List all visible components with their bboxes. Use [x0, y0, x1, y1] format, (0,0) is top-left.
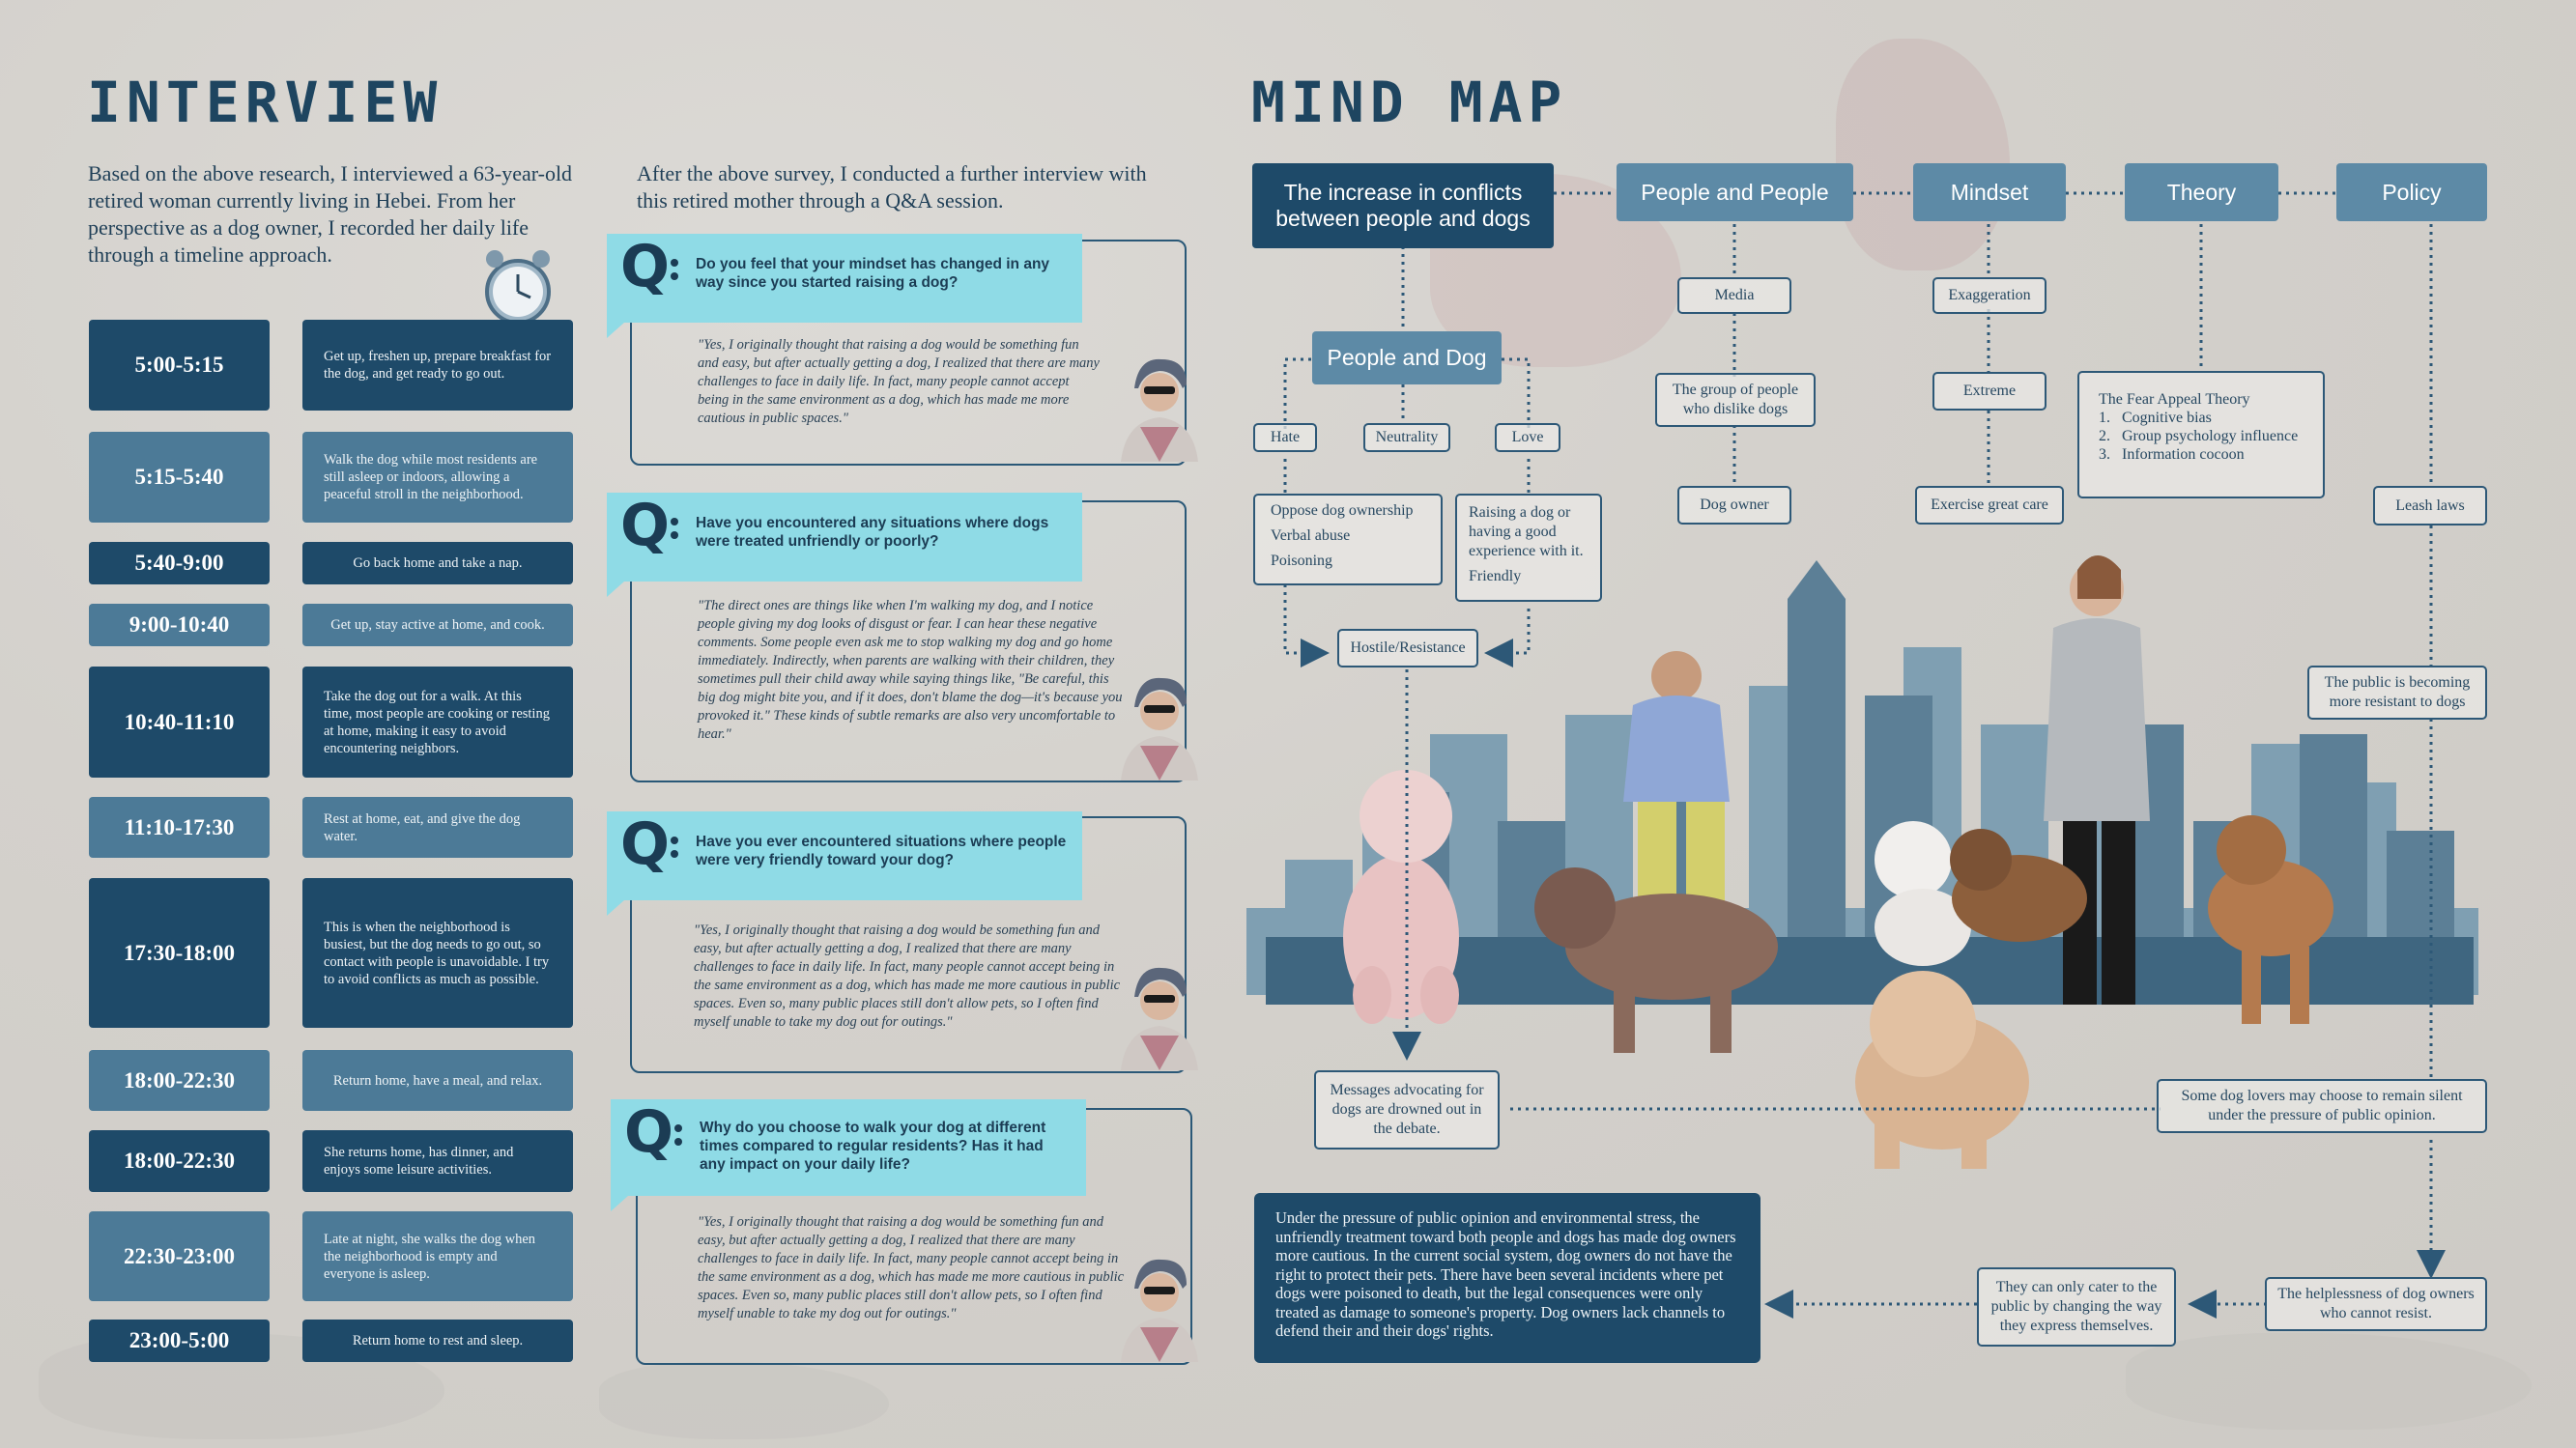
- branch-theory: Theory: [2125, 163, 2278, 221]
- branch-people-and-dog: People and Dog: [1312, 331, 1502, 384]
- theory-item: 3. Information cocoon: [2099, 446, 2245, 463]
- timeline-activity: Go back home and take a nap.: [302, 542, 573, 584]
- timeline-activity: Late at night, she walks the dog when the neighborhood is empty and everyone is asleep.: [302, 1211, 573, 1301]
- node-love: Love: [1495, 423, 1560, 452]
- qa-answer: "The direct ones are things like when I'm walking my dog, and I notice people giving my dog looks of disgust or fear. I can hear these negative comments. Some people even ask me to stop walking my dog and go home immediately. Indirectly, when parents are walking with their children, they sometimes pull their child away while saying things like, "Be careful, this big dog might bite you, and if it does, don't blame the dog—it's because you provoked it." These kinds of subtle remarks are also very uncomfortable to hear.": [698, 598, 1123, 742]
- node-media: Media: [1677, 277, 1791, 314]
- timeline-time: 17:30-18:00: [89, 878, 270, 1028]
- node-love-detail: [1455, 494, 1602, 602]
- interview-intro: Based on the above research, I interviewed a 63-year-old retired woman currently living in Hebei. From her perspective as a dog owner, I recorded her daily life through a timeline approach.: [88, 161, 573, 267]
- timeline-time: 5:00-5:15: [89, 320, 270, 411]
- timeline-activity: Get up, stay active at home, and cook.: [302, 604, 573, 646]
- qa-answer: "Yes, I originally thought that raising a dog would be something fun and easy, but after actually getting a dog, I realized that there are many challenges to face in daily life. In fact, many people cannot accept being in the same environment as a dog, which has made me more cautious in public spaces. Even so, many public places still don't allow pets, so I often find myself unable to take my dog out for outings.": [694, 923, 1121, 1030]
- timeline-time: 18:00-22:30: [89, 1130, 270, 1192]
- node-hostile: Hostile/Resistance: [1337, 629, 1478, 667]
- interview-heading: INTERVIEW: [87, 70, 444, 135]
- timeline-time: 11:10-17:30: [89, 797, 270, 858]
- qa-answer: "Yes, I originally thought that raising a dog would be something fun and easy, but after actually getting a dog, I realized that there are many challenges to face in daily life. In fact, many people cannot accept being in the same environment as a dog, which has made me more cautious in public spaces.": [698, 337, 1100, 426]
- mindmap-root: The increase in conflicts between people and dogs: [1252, 163, 1554, 248]
- theory-item: 2. Group psychology influence: [2099, 428, 2299, 444]
- timeline-time: 9:00-10:40: [89, 604, 270, 646]
- node-exercise-care: Exercise great care: [1915, 486, 2064, 525]
- timeline-activity: She returns home, has dinner, and enjoys some leisure activities.: [302, 1130, 573, 1192]
- q-icon: Q: [620, 492, 671, 559]
- node-public-resistant: The public is becoming more resistant to dogs: [2307, 666, 2487, 720]
- branch-people-and-people: People and People: [1617, 163, 1853, 221]
- mindmap-conclusion: Under the pressure of public opinion and environmental stress, the unfriendly treatment toward both people and dogs has made dog owners more cautious. In the current social system, dog owners do not have the right to protect their pets. There have been several incidents where pet dogs were poisoned to death, but the legal consequences were only treated as damage to someone's property. Dog owners lack channels to defend their and their dogs' rights.: [1254, 1193, 1760, 1363]
- node-helplessness: The helplessness of dog owners who cannot resist.: [2265, 1277, 2487, 1331]
- q-icon: Q: [620, 233, 671, 300]
- qa-intro: After the above survey, I conducted a further interview with this retired mother through a Q&A session.: [637, 161, 1147, 213]
- node-neutrality: Neutrality: [1363, 423, 1450, 452]
- qa-question-text: Why do you choose to walk your dog at different times compared to regular residents? Has it had any impact on your daily life?: [700, 1120, 1046, 1173]
- love-text: Raising a dog or having a good experience with it.: [1469, 504, 1584, 559]
- node-hate: Hate: [1253, 423, 1317, 452]
- qa-question-text: Have you ever encountered situations where people were very friendly toward your dog?: [696, 834, 1067, 868]
- node-leash-laws: Leash laws: [2373, 486, 2487, 525]
- node-dislike-group: The group of people who dislike dogs: [1655, 373, 1816, 427]
- timeline-time: 18:00-22:30: [89, 1050, 270, 1111]
- qa-answer: "Yes, I originally thought that raising a dog would be something fun and easy, but after actually getting a dog, I realized that there are many challenges to face in daily life. In fact, many people cannot accept being in the same environment as a dog, which has made me more cautious in public spaces. Even so, many public places still don't allow pets, so I often find myself unable to take my dog out for outings.": [698, 1214, 1125, 1321]
- timeline-time: 5:40-9:00: [89, 542, 270, 584]
- branch-policy: Policy: [2336, 163, 2487, 221]
- timeline-activity: Walk the dog while most residents are still asleep or indoors, allowing a peaceful stroll in the neighborhood.: [302, 432, 573, 523]
- love-friendly: Friendly: [1469, 568, 1522, 584]
- qa-question-text: Have you encountered any situations where dogs were treated unfriendly or poorly?: [696, 515, 1049, 550]
- theory-item: 1. Cognitive bias: [2099, 410, 2212, 426]
- timeline-activity: Rest at home, eat, and give the dog water.: [302, 797, 573, 858]
- timeline-activity: Return home to rest and sleep.: [302, 1320, 573, 1362]
- qa-question-text: Do you feel that your mindset has changed in any way since you started raising a dog?: [696, 256, 1050, 291]
- hate-item: Verbal abuse: [1271, 527, 1351, 544]
- node-extreme: Extreme: [1932, 372, 2046, 411]
- timeline-activity: Get up, freshen up, prepare breakfast for the dog, and get ready to go out.: [302, 320, 573, 411]
- timeline-time: 22:30-23:00: [89, 1211, 270, 1301]
- node-dog-owner: Dog owner: [1677, 486, 1791, 525]
- node-hate-list: [1253, 494, 1443, 585]
- mindmap-heading: MIND MAP: [1251, 70, 1568, 135]
- q-icon: Q: [620, 810, 671, 878]
- timeline-activity: Return home, have a meal, and relax.: [302, 1050, 573, 1111]
- q-icon: Q: [624, 1098, 674, 1166]
- timeline-time: 10:40-11:10: [89, 667, 270, 778]
- node-cater-public: They can only cater to the public by changing the way they express themselves.: [1977, 1267, 2176, 1347]
- timeline-activity: This is when the neighborhood is busiest, but the dog needs to go out, so contact with people is unavoidable. I try to avoid conflicts as much as possible.: [302, 878, 573, 1028]
- timeline-time: 23:00-5:00: [89, 1320, 270, 1362]
- node-fear-appeal-theory: [2077, 371, 2325, 498]
- hate-item: Oppose dog ownership: [1271, 502, 1414, 519]
- branch-mindset: Mindset: [1913, 163, 2066, 221]
- hate-item: Poisoning: [1271, 553, 1333, 569]
- timeline-activity: Take the dog out for a walk. At this time, most people are cooking or resting at home, making it easy to avoid encountering neighbors.: [302, 667, 573, 778]
- node-drowned: Messages advocating for dogs are drowned out in the debate.: [1314, 1070, 1500, 1150]
- node-exaggeration: Exaggeration: [1932, 277, 2046, 314]
- theory-title: The Fear Appeal Theory: [2099, 391, 2250, 408]
- timeline-time: 5:15-5:40: [89, 432, 270, 523]
- node-dog-lovers-silent: Some dog lovers may choose to remain silent under the pressure of public opinion.: [2157, 1079, 2487, 1133]
